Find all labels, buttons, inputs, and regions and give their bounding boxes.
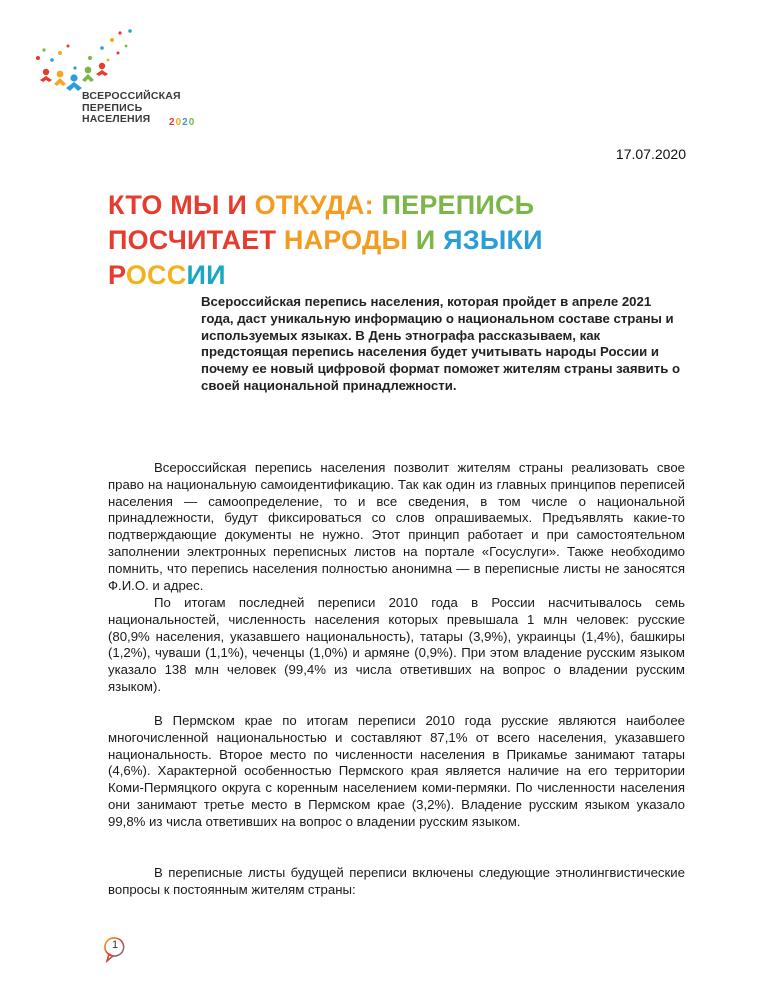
title-word: ОТКУДА: <box>254 190 374 220</box>
logo-line-3: НАСЕЛЕНИЯ <box>82 113 151 125</box>
article-title <box>108 188 668 293</box>
article-paragraph: Всероссийская перепись населения позволит жителям страны реализовать свое право на национальную самоидентификацию. Так как один из главных принципов переписей населения — самоопределение, то и все сведения, в том числе о национальной принадлежности, будут фиксироваться со слов опрашиваемых. Предъявлять какие-то подтверждающие документы не нужно. Этот принцип работает и при самостоятельном заполнении электронных переписных листов на портале «Госуслуги». Также необходимо помнить, что перепись населения полностью анонимна — в переписные листы не заносятся Ф.И.О. и адрес. <box>108 460 685 593</box>
title-word: Р <box>108 260 126 290</box>
article-paragraph: В Пермском крае по итогам переписи 2010 года русские являются наиболее многочисленной национальностью и составляют 87,1% от всего населения, указавшего национальность. Второе место по численности населения в Прикамье занимают татары (4,6%). Характерной особенностью Пермского края является наличие на его территории Коми-Пермяцкого округа с коренным населением коми-пермяки. По численности населения они занимают третье место в Пермском крае (3,2%). Владение русским языком указало 99,8% из числа ответивших на вопрос о владении русским языком. <box>108 713 685 829</box>
logo-line-1: ВСЕРОССИЙСКАЯ <box>82 90 181 102</box>
title-word: ЯЗЫКИ <box>443 225 543 255</box>
title-word: ИИ <box>186 260 226 290</box>
article-paragraph: По итогам последней переписи 2010 года в России насчитывалось семь национальностей, численность населения которых превышала 1 млн человек: русские (80,9% населения, указавшего национальность), татары (3,9%), украинцы (1,4%), башкиры (1,2%), чуваши (1,1%), чеченцы (1,0%) и армяне (0,9%). При этом владение русским языком указало 138 млн человек (99,4% из числа ответивших на вопрос о владении русским языком). <box>108 595 685 694</box>
logo-year <box>169 117 195 128</box>
page-number-label: 1 <box>111 939 119 951</box>
logo-year-digit: 0 <box>188 117 196 128</box>
article-lead: Всероссийская перепись населения, которая пройдет в апреле 2021 года, даст уникальную информацию о национальном составе страны и используемых языках. В День этнографа рассказываем, как предстоящая перепись населения будет учитывать народы России и почему ее новый цифровой формат поможет жителям страны заявить о своей национальной принадлежности. <box>201 294 681 393</box>
logo-year-digit: 2 <box>169 117 176 128</box>
census-logo <box>30 28 220 143</box>
title-word: КТО <box>108 190 163 220</box>
logo-year-digit: 2 <box>182 117 189 128</box>
title-word: МЫ <box>170 190 220 220</box>
title-word: И <box>227 190 247 220</box>
census-logo-figures-icon <box>30 28 220 98</box>
title-word: ПЕРЕПИСЬ <box>381 190 535 220</box>
census-logo-text <box>82 91 181 126</box>
title-word: ПОСЧИТАЕТ <box>108 225 277 255</box>
publication-date: 17.07.2020 <box>615 146 686 162</box>
article-paragraph: В переписные листы будущей переписи включены следующие этнолингвистические вопросы к постоянным жителям страны: <box>108 865 685 897</box>
title-word: НАРОДЫ <box>283 225 409 255</box>
title-word: ОСС <box>125 260 187 290</box>
logo-line-2: ПЕРЕПИСЬ <box>82 101 143 114</box>
title-word: И <box>415 225 436 255</box>
page-number <box>104 935 130 965</box>
logo-year-digit: 0 <box>175 117 183 128</box>
